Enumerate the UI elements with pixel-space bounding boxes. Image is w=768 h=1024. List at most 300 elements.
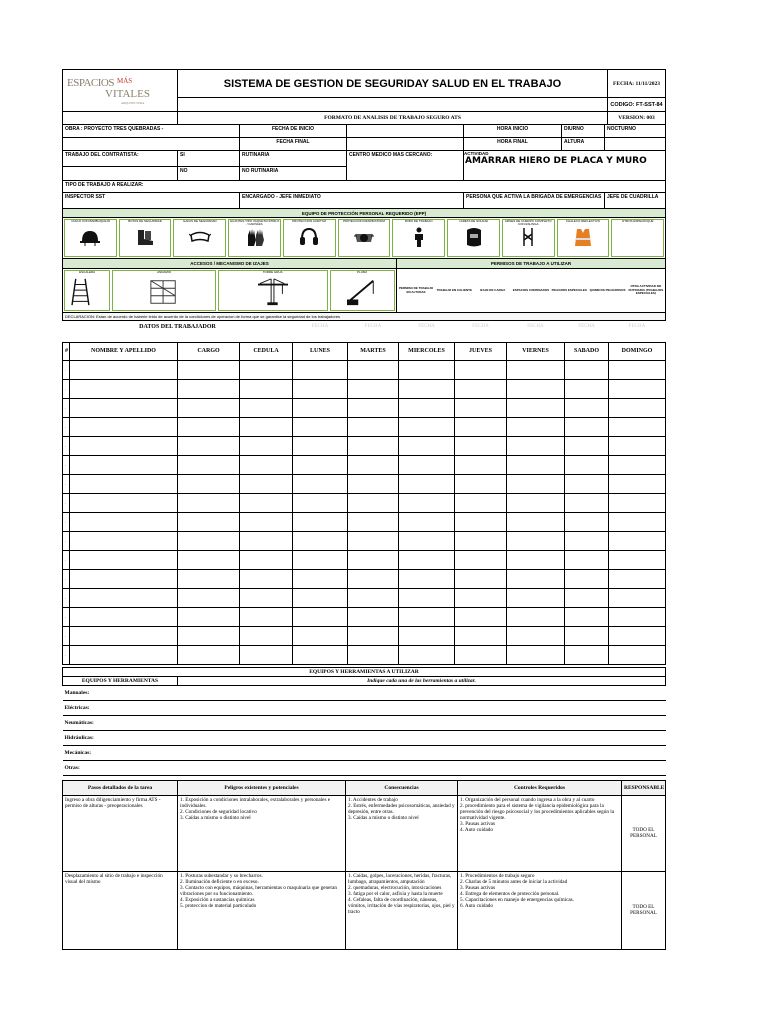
worker-cell[interactable]: [565, 645, 609, 664]
worker-cell[interactable]: [240, 645, 293, 664]
epp-item[interactable]: [119, 219, 172, 257]
boot-icon: [134, 226, 156, 248]
epp-item-label: CHALECO REFLECTIVO: [565, 220, 601, 223]
tool-row: [63, 715, 666, 730]
task-consecuencias-line: 4. Cefaleas, falta de coordinación, náuseas, vómitos, irritación de vías respiratorias, ojos, piel y tracto: [348, 896, 455, 915]
worker-cell[interactable]: [70, 493, 178, 512]
brigada-label: PERSONA QUE ACTIVA LA BRIGADA DE EMERGENCIAS: [464, 193, 605, 209]
fecha-miercoles: FECHA: [418, 324, 435, 329]
table-row: [63, 569, 666, 588]
task-controles-line: 1. Procedimientos de trabajo seguro: [460, 872, 535, 879]
worker-cell[interactable]: [348, 474, 399, 493]
worker-cell[interactable]: [455, 626, 507, 645]
task-controles-line: 2. Charlas de 5 minutos antes de iniciar la actividad: [460, 878, 568, 885]
table-row: [63, 645, 666, 664]
worker-cell[interactable]: [348, 436, 399, 455]
worker-cell[interactable]: [507, 417, 565, 436]
worker-cell[interactable]: [565, 417, 609, 436]
worker-cell[interactable]: [240, 436, 293, 455]
fecha-lunes: FECHA: [311, 324, 329, 329]
worker-cell[interactable]: [293, 569, 348, 588]
worker-cell[interactable]: [609, 645, 666, 664]
boom-crane-icon: [345, 277, 379, 307]
worker-cell[interactable]: [455, 417, 507, 436]
epp-item[interactable]: [338, 219, 391, 257]
worker-cell[interactable]: [507, 607, 565, 626]
inspector-label: INSPECTOR SST: [63, 193, 240, 209]
worker-cell[interactable]: [293, 398, 348, 417]
worker-cell[interactable]: [399, 398, 455, 417]
epp-item-label: GUANTES TIPO VAQUETA NITRILO / CARNAZA: [229, 220, 280, 226]
vest-icon: [572, 226, 594, 248]
workers-col-header: MARTES: [348, 342, 399, 360]
worker-cell[interactable]: [178, 512, 240, 531]
row-marker: .: [63, 417, 70, 436]
worker-cell[interactable]: [293, 474, 348, 493]
worker-cell[interactable]: [70, 569, 178, 588]
worker-cell[interactable]: [240, 474, 293, 493]
fecha-domingo: FECHA: [628, 324, 646, 329]
tool-category[interactable]: Neumáticas:: [63, 715, 666, 730]
worker-cell[interactable]: [178, 417, 240, 436]
epp-item-label: PROTECCION RESPIRATORIA: [342, 220, 386, 223]
worker-cell[interactable]: [455, 360, 507, 379]
worker-cell[interactable]: [609, 512, 666, 531]
tool-category[interactable]: Hidráulicas:: [63, 730, 666, 745]
worker-cell[interactable]: [507, 588, 565, 607]
accesos-permisos-row: [62, 269, 666, 313]
worker-cell[interactable]: [609, 360, 666, 379]
worker-cell[interactable]: [609, 588, 666, 607]
acceso-item[interactable]: [112, 270, 215, 311]
worker-cell[interactable]: [609, 607, 666, 626]
task-peligros-line: 1. Exposición a condiciones intralaborales, extralaborales y personales e individuales.: [180, 796, 331, 809]
worker-cell[interactable]: [178, 436, 240, 455]
si-label[interactable]: SI: [178, 151, 240, 167]
worker-cell[interactable]: [70, 398, 178, 417]
worker-cell[interactable]: [609, 398, 666, 417]
worker-cell[interactable]: [455, 455, 507, 474]
worker-cell[interactable]: [293, 588, 348, 607]
task-consecuencias: [346, 795, 458, 871]
encargado-label: ENCARGADO - JEFE INMEDIATO: [240, 193, 464, 209]
fecha-inicio-input[interactable]: [347, 125, 464, 138]
epp-item[interactable]: [447, 219, 500, 257]
worker-cell[interactable]: [293, 512, 348, 531]
task-peligros: [178, 795, 346, 871]
worker-cell[interactable]: [240, 626, 293, 645]
worker-cell[interactable]: [507, 626, 565, 645]
epp-item[interactable]: [173, 219, 226, 257]
work-info: [62, 124, 666, 209]
worker-cell[interactable]: [240, 360, 293, 379]
worker-cell[interactable]: [399, 531, 455, 550]
worker-cell[interactable]: [609, 493, 666, 512]
fecha-jueves: FECHA: [472, 324, 489, 329]
worker-cell[interactable]: [348, 531, 399, 550]
task-peligros-line: 3. Contacto con equipos, máquinas, herramientas o maquinaria que generan vibraciones por su funcionamiento.: [180, 884, 338, 897]
task-peligros-line: 4. Exposición a sustancias químicas: [180, 896, 255, 903]
worker-cell[interactable]: [455, 512, 507, 531]
worker-cell[interactable]: [70, 550, 178, 569]
company-logo: [63, 70, 178, 112]
worker-cell[interactable]: [399, 626, 455, 645]
worker-cell[interactable]: [609, 417, 666, 436]
acceso-item-label: ESCALERA: [79, 271, 96, 274]
worker-cell[interactable]: [240, 569, 293, 588]
worker-cell[interactable]: [178, 588, 240, 607]
tasks-col-header: Controles Requeridos: [458, 780, 622, 795]
permisos-title: PERMISOS DE TRABAJO A UTILIZAR: [397, 259, 666, 269]
worker-cell[interactable]: [70, 588, 178, 607]
worker-cell[interactable]: [399, 379, 455, 398]
worker-cell[interactable]: [455, 379, 507, 398]
acceso-item[interactable]: [330, 270, 395, 311]
worker-cell[interactable]: [178, 360, 240, 379]
tasks-table: [62, 780, 666, 950]
worker-cell[interactable]: [565, 626, 609, 645]
worker-cell[interactable]: [455, 398, 507, 417]
worker-cell[interactable]: [399, 588, 455, 607]
worker-cell[interactable]: [70, 531, 178, 550]
worker-cell[interactable]: [240, 550, 293, 569]
worker-cell[interactable]: [609, 550, 666, 569]
permiso-item[interactable]: ESPACIOS CONFINADOS: [512, 287, 550, 292]
worker-cell[interactable]: [455, 436, 507, 455]
worker-cell[interactable]: [70, 607, 178, 626]
row-marker: .: [63, 512, 70, 531]
task-consecuencias-line: 3. Caídas a mismo o distinto nivel: [348, 814, 419, 821]
worker-cell[interactable]: [507, 531, 565, 550]
worker-cell[interactable]: [293, 436, 348, 455]
epp-item[interactable]: [228, 219, 281, 257]
ladder-icon: [70, 277, 104, 307]
worker-cell[interactable]: [565, 474, 609, 493]
no-label[interactable]: NO: [178, 167, 240, 181]
blank-icon: [627, 226, 649, 248]
task-responsable: TODO EL PERSONAL: [622, 795, 666, 871]
tool-row: [63, 700, 666, 715]
tools-note: Indique cada una de las herramientas a utilizar.: [178, 676, 666, 685]
workers-col-header: NOMBRE Y APELLIDO: [70, 342, 178, 360]
worker-cell[interactable]: [348, 360, 399, 379]
worker-cell[interactable]: [609, 626, 666, 645]
worker-cell[interactable]: [507, 569, 565, 588]
epp-header: [62, 208, 666, 218]
tool-category[interactable]: Eléctricas:: [63, 700, 666, 715]
worker-cell[interactable]: [293, 645, 348, 664]
worker-cell[interactable]: [565, 550, 609, 569]
no-rutinaria-label[interactable]: NO RUTINARIA: [240, 167, 347, 181]
worker-cell[interactable]: [70, 417, 178, 436]
worker-cell[interactable]: [609, 379, 666, 398]
acceso-item[interactable]: [64, 270, 110, 311]
worker-cell[interactable]: [293, 550, 348, 569]
worker-cell[interactable]: [507, 645, 565, 664]
worker-cell[interactable]: [399, 645, 455, 664]
worker-cell[interactable]: [399, 455, 455, 474]
worker-cell[interactable]: [399, 512, 455, 531]
workers-col-header: CEDULA: [240, 342, 293, 360]
helmet-icon: [79, 226, 101, 248]
worker-cell[interactable]: [565, 379, 609, 398]
worker-cell[interactable]: [178, 531, 240, 550]
tasks-col-header: Consecuencias: [346, 780, 458, 795]
form-code: CODIGO: FT-SST-84: [608, 98, 666, 112]
worker-cell[interactable]: [293, 417, 348, 436]
row-marker: .: [63, 626, 70, 645]
fecha-martes: FECHA: [364, 324, 382, 329]
worker-cell[interactable]: [609, 531, 666, 550]
epp-item-label: ROPA DE TRABAJO: [404, 220, 433, 223]
hora-inicio-label: HORA INICIO: [464, 125, 562, 138]
worker-cell[interactable]: [565, 607, 609, 626]
worker-cell[interactable]: [348, 455, 399, 474]
altura-label[interactable]: ALTURA: [562, 138, 605, 151]
worker-cell[interactable]: [240, 607, 293, 626]
worker-cell[interactable]: [455, 588, 507, 607]
worker-cell[interactable]: [293, 379, 348, 398]
row-marker: .: [63, 436, 70, 455]
row-marker: .: [63, 398, 70, 417]
table-row: [63, 398, 666, 417]
harness-icon: [517, 226, 539, 248]
tool-row: [63, 730, 666, 745]
row-marker: .: [63, 474, 70, 493]
datos-trabajador-title: DATOS DEL TRABAJADOR: [139, 324, 216, 330]
worker-cell[interactable]: [348, 493, 399, 512]
task-consecuencias-line: 2. Estrés, enfermedades psicosomáticas, ansiedad y depresión, entre otras.: [348, 802, 455, 815]
logo-text-espacios: ESPACIOS: [67, 76, 114, 89]
worker-cell[interactable]: [348, 550, 399, 569]
tools-table: [62, 667, 666, 776]
worker-cell[interactable]: [178, 493, 240, 512]
task-controles-line: 1. Organización del personal cuando ingresa a la obra y al cuarto: [460, 796, 595, 803]
worker-cell[interactable]: [70, 512, 178, 531]
worker-cell[interactable]: [399, 569, 455, 588]
permiso-item[interactable]: PERMISO DE TRABAJO EN ALTURAS: [398, 286, 434, 294]
worker-cell[interactable]: [399, 550, 455, 569]
tool-category[interactable]: Manuales:: [63, 685, 666, 700]
form-date: FECHA: 11/11/2023: [608, 70, 666, 98]
epp-item[interactable]: [611, 219, 664, 257]
worker-cell[interactable]: [399, 607, 455, 626]
fecha-final-label: FECHA FINAL: [240, 138, 347, 151]
worker-cell[interactable]: [609, 436, 666, 455]
worker-cell[interactable]: [609, 455, 666, 474]
worker-cell[interactable]: [609, 569, 666, 588]
worker-cell[interactable]: [565, 531, 609, 550]
task-peligros-line: 2. Condiciones de seguridad locativo: [180, 808, 257, 815]
table-row: [63, 512, 666, 531]
permisos-list: [396, 269, 665, 312]
logo-text-mas: MÁS: [117, 76, 133, 85]
epp-item[interactable]: [64, 219, 117, 257]
worker-cell[interactable]: [293, 360, 348, 379]
worker-cell[interactable]: [178, 455, 240, 474]
worker-cell[interactable]: [565, 569, 609, 588]
task-responsable: TODO EL PERSONAL: [622, 871, 666, 949]
worker-cell[interactable]: [348, 607, 399, 626]
tasks-header-row: [63, 780, 666, 795]
worker-cell[interactable]: [565, 398, 609, 417]
worker-cell[interactable]: [70, 360, 178, 379]
tools-left-header: EQUIPOS Y HERRAMIENTAS: [63, 676, 178, 685]
worker-cell[interactable]: [455, 493, 507, 512]
worker-cell[interactable]: [70, 436, 178, 455]
worker-cell[interactable]: [178, 626, 240, 645]
worker-cell[interactable]: [565, 588, 609, 607]
table-row: [63, 493, 666, 512]
worker-cell[interactable]: [507, 455, 565, 474]
worker-cell[interactable]: [293, 455, 348, 474]
worker-cell[interactable]: [399, 493, 455, 512]
worker-cell[interactable]: [293, 531, 348, 550]
task-peligros-line: 3. Caídas a mismo o distinto nivel: [180, 814, 251, 821]
worker-cell[interactable]: [240, 398, 293, 417]
worker-cell[interactable]: [178, 474, 240, 493]
worker-cell[interactable]: [565, 455, 609, 474]
worker-cell[interactable]: [455, 531, 507, 550]
worker-cell[interactable]: [507, 512, 565, 531]
worker-cell[interactable]: [240, 531, 293, 550]
goggles-icon: [189, 226, 211, 248]
epp-item[interactable]: [502, 219, 555, 257]
table-row: [63, 550, 666, 569]
epp-item[interactable]: [557, 219, 610, 257]
diurno-label[interactable]: DIURNO: [562, 125, 605, 138]
worker-cell[interactable]: [70, 626, 178, 645]
worker-cell[interactable]: [399, 360, 455, 379]
worker-cell[interactable]: [348, 417, 399, 436]
acceso-item-label: PLUMA: [357, 271, 368, 274]
worker-cell[interactable]: [178, 550, 240, 569]
worker-cell[interactable]: [455, 550, 507, 569]
ats-form: [62, 69, 666, 955]
gloves-icon: [244, 226, 266, 248]
worker-cell[interactable]: [178, 398, 240, 417]
tool-category[interactable]: Mecánicas:: [63, 745, 666, 760]
worker-cell[interactable]: [178, 645, 240, 664]
worker-cell[interactable]: [348, 569, 399, 588]
permiso-item[interactable]: TRABAJO EN CALIENTE: [436, 287, 472, 292]
epp-item-label: OTROS ESPECIFIQUE: [621, 220, 654, 223]
worker-cell[interactable]: [240, 512, 293, 531]
worker-cell[interactable]: [348, 398, 399, 417]
worker-cell[interactable]: [293, 607, 348, 626]
worker-cell[interactable]: [507, 398, 565, 417]
worker-cell[interactable]: [565, 512, 609, 531]
worker-cell[interactable]: [565, 493, 609, 512]
worker-cell[interactable]: [240, 417, 293, 436]
worker-cell[interactable]: [565, 360, 609, 379]
worker-cell[interactable]: [293, 493, 348, 512]
worker-cell[interactable]: [455, 645, 507, 664]
worker-cell[interactable]: [507, 474, 565, 493]
worker-cell[interactable]: [455, 569, 507, 588]
worker-cell[interactable]: [178, 607, 240, 626]
worker-cell[interactable]: [178, 379, 240, 398]
worker-cell[interactable]: [565, 436, 609, 455]
workers-table: [62, 323, 666, 665]
worker-cell[interactable]: [70, 645, 178, 664]
tool-row: [63, 685, 666, 700]
permiso-item[interactable]: QUIMICOS PELIGROSOS: [589, 287, 626, 292]
worker-cell[interactable]: [399, 417, 455, 436]
acceso-item[interactable]: [218, 270, 328, 311]
tool-category[interactable]: Otras:: [63, 760, 666, 775]
worker-cell[interactable]: [399, 474, 455, 493]
worker-cell[interactable]: [70, 455, 178, 474]
worker-cell[interactable]: [348, 626, 399, 645]
epp-item[interactable]: [392, 219, 445, 257]
form-subtitle: FORMATO DE ANALISIS DE TRABAJO SEGURO ATS: [178, 112, 608, 125]
worker-cell[interactable]: [240, 493, 293, 512]
workers-col-header: LUNES: [293, 342, 348, 360]
worker-cell[interactable]: [455, 607, 507, 626]
accesos-permisos-header: [62, 258, 666, 269]
worker-cell[interactable]: [455, 474, 507, 493]
worker-cell[interactable]: [507, 379, 565, 398]
worker-cell[interactable]: [348, 512, 399, 531]
workers-col-header: MIERCOLES: [399, 342, 455, 360]
permiso-item[interactable]: PELIGROS ESPECIALES: [551, 287, 587, 292]
worker-cell[interactable]: [507, 550, 565, 569]
worker-cell[interactable]: [348, 379, 399, 398]
worker-cell[interactable]: [178, 569, 240, 588]
permiso-item[interactable]: OTRA ACTIVIDAD NO RUTINARIA (TRABAJOS ESPECIALES): [628, 284, 664, 296]
table-row: [63, 588, 666, 607]
rutinaria-label[interactable]: RUTINARIA: [240, 151, 347, 167]
row-marker: .: [63, 645, 70, 664]
centro-medico-label: CENTRO MEDICO MAS CERCANO:: [347, 151, 464, 181]
jefe-cuadrilla-label: JEFE DE CUADRILLA: [605, 193, 666, 209]
worker-cell[interactable]: [240, 588, 293, 607]
task-controles-line: 3. Pausas activas: [460, 884, 496, 891]
row-marker: .: [63, 569, 70, 588]
worker-cell[interactable]: [240, 379, 293, 398]
worker-cell[interactable]: [240, 455, 293, 474]
earmuffs-icon: [298, 226, 320, 248]
welding-mask-icon: [463, 226, 485, 248]
task-row: [63, 871, 666, 949]
hora-final-label: HORA FINAL: [464, 138, 562, 151]
epp-item[interactable]: [283, 219, 336, 257]
worker-cell[interactable]: [70, 379, 178, 398]
logo-text-vitales: VITALES: [105, 87, 150, 100]
worker-cell[interactable]: [507, 360, 565, 379]
permiso-item[interactable]: IZAJE DE CARGA: [479, 287, 506, 292]
nocturno-label[interactable]: NOCTURNO: [605, 125, 666, 138]
table-row: [63, 455, 666, 474]
worker-cell[interactable]: [609, 474, 666, 493]
worker-cell[interactable]: [70, 474, 178, 493]
table-row: [63, 607, 666, 626]
task-consecuencias-line: 1. Caídas, golpes, laceraciones, heridas, fracturas, lumbago, atrapamientos, amputación: [348, 872, 452, 885]
task-controles-line: 4. Entrega de elementos de protección personal.: [460, 890, 560, 897]
worker-cell[interactable]: [293, 626, 348, 645]
obra-label: OBRA : PROYECTO TRES QUEBRADAS -: [63, 125, 240, 138]
worker-cell[interactable]: [507, 493, 565, 512]
worker-cell[interactable]: [348, 645, 399, 664]
table-row: [63, 436, 666, 455]
epp-title: EQUIPO DE PROTECCIÓN PERSONAL REQUERIDO (EPP): [63, 209, 666, 218]
worker-cell[interactable]: [348, 588, 399, 607]
logo-text-sub: ARQUITECTURA: [121, 100, 145, 105]
worker-cell[interactable]: [507, 436, 565, 455]
fecha-final-input[interactable]: [347, 138, 464, 151]
worker-cell[interactable]: [399, 436, 455, 455]
